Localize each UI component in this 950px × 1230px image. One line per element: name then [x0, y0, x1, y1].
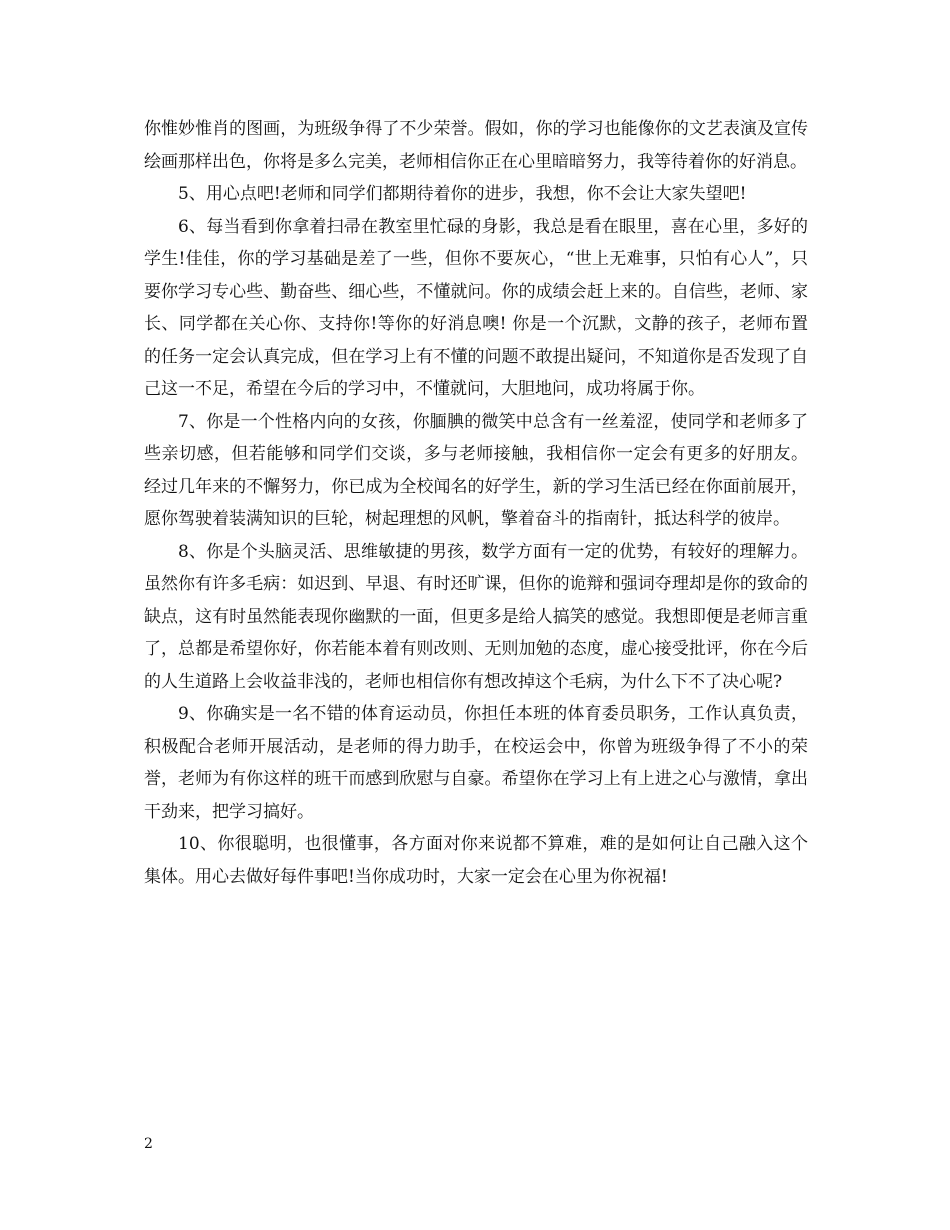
page-number: 2 — [144, 1136, 153, 1152]
paragraph-comment-8: 8、你是个头脑灵活、思维敏捷的男孩，数学方面有一定的优势，有较好的理解力。虽然你有许多毛病：如迟到、早退、有时还旷课，但你的诡辩和强词夺理却是你的致命的缺点，这有时虽然能表现你幽默的一面，但更多是给人搞笑的感觉。我想即便是老师言重了，总都是希望你好，你若能本着有则改则、无则加勉的态度，虚心接受批评，你在今后的人生道路上会收益非浅的，老师也相信你有想改掉这个毛病，为什么下不了决心呢? — [144, 541, 808, 692]
document-body — [144, 113, 808, 893]
paragraph-comment-5: 5、用心点吧!老师和同学们都期待着你的进步，我想，你不会让大家失望吧! — [178, 184, 747, 204]
paragraph-comment-6: 6、每当看到你拿着扫帚在教室里忙碌的身影，我总是看在眼里，喜在心里，多好的学生!佳佳，你的学习基础是差了一些，但你不要灰心，“世上无难事，只怕有心人”，只要你学习专心些、勤奋些、细心些，不懂就问。你的成绩会赶上来的。自信些，老师、家长、同学都在关心你、支持你!等你的好消息噢! 你是一个沉默，文静的孩子，老师布置的任务一定会认真完成，但在学习上有不懂的问题不敢提出疑问，不知道你是否发现了自己这一不足，希望在今后的学习中，不懂就问，大胆地问，成功将属于你。 — [144, 216, 808, 399]
paragraph-comment-7: 7、你是一个性格内向的女孩，你腼腆的微笑中总含有一丝羞涩，使同学和老师多了些亲切感，但若能够和同学们交谈，多与老师接触，我相信你一定会有更多的好朋友。 经过几年来的不懈努力，你已成为全校闻名的好学生，新的学习生活已经在你面前展开，愿你驾驶着装满知识的巨轮，树起理想的风帆，擎着奋斗的指南针，抵达科学的彼岸。 — [144, 411, 808, 529]
paragraph-comment-9: 9、你确实是一名不错的体育运动员，你担任本班的体育委员职务，工作认真负责，积极配合老师开展活动，是老师的得力助手，在校运会中，你曾为班级争得了不小的荣誉，老师为有你这样的班干而感到欣慰与自豪。希望你在学习上有上进之心与激情，拿出干劲来，把学习搞好。 — [144, 704, 808, 822]
paragraph-comment-10: 10、你很聪明，也很懂事，各方面对你来说都不算难，难的是如何让自己融入这个集体。用心去做好每件事吧!当你成功时，大家一定会在心里为你祝福! — [144, 834, 808, 887]
paragraph-continuation: 你惟妙惟肖的图画，为班级争得了不少荣誉。假如，你的学习也能像你的文艺表演及宣传绘画那样出色，你将是多么完美，老师相信你正在心里暗暗努力，我等待着你的好消息。 — [144, 119, 808, 172]
